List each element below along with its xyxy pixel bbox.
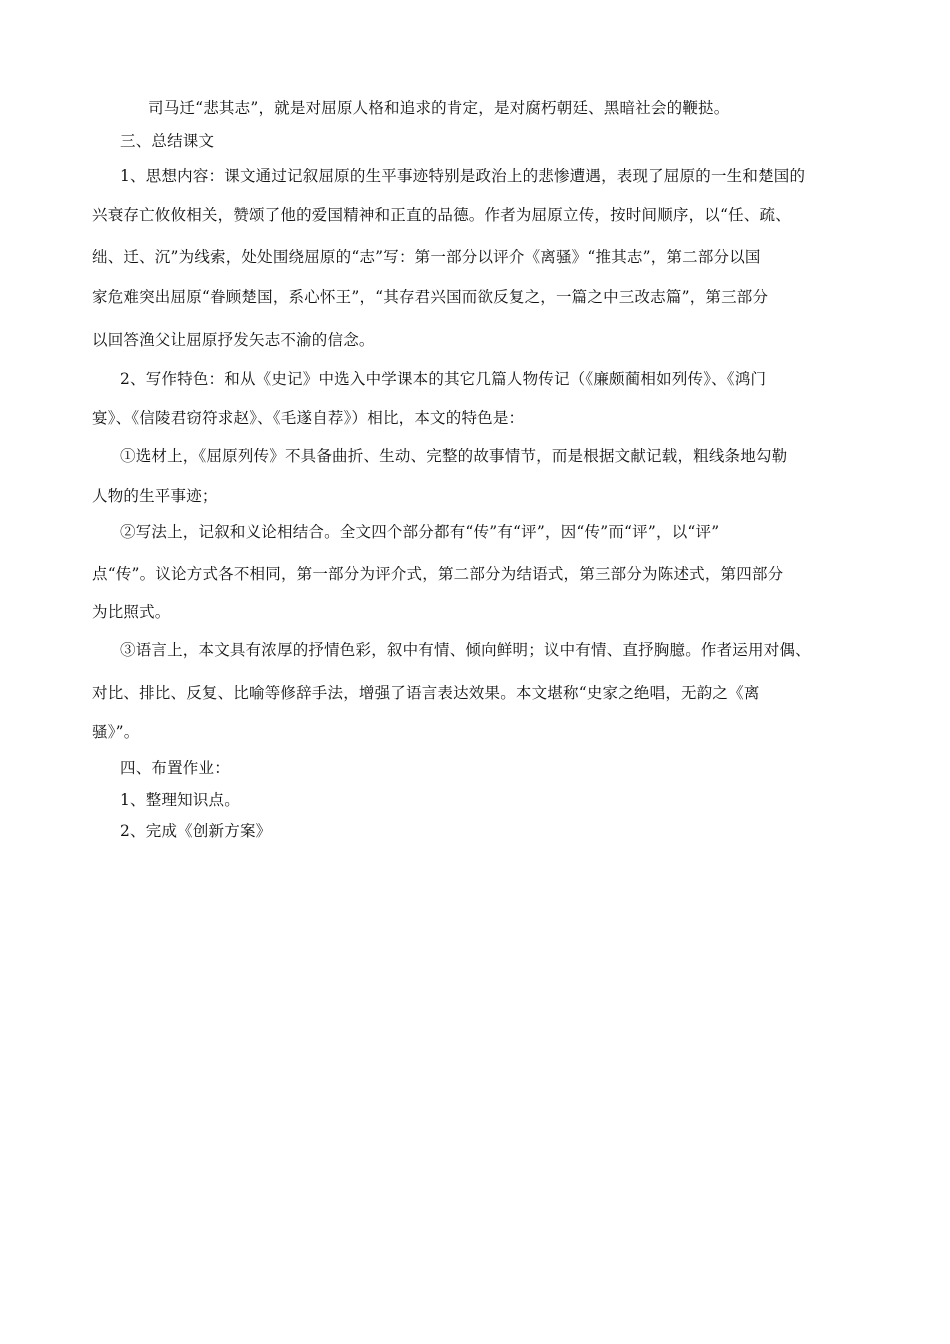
text-line: 宴》、《信陵君窃符求赵》、《毛遂自荐》）相比，本文的特色是：	[92, 409, 525, 427]
text-line: 1、思想内容：课文通过记叙屈原的生平事迹特别是政治上的悲惨遭遇，表现了屈原的一生和楚国的	[120, 167, 806, 185]
text-line: 点“传”。议论方式各不相同，第一部分为评介式，第二部分为结语式，第三部分为陈述式，第四部分	[92, 565, 784, 583]
list-item: 1、整理知识点。	[120, 791, 240, 809]
text-line: 兴衰存亡攸攸相关，赞颂了他的爱国精神和正直的品德。作者为屈原立传，按时间顺序，以“任、疏、	[92, 206, 791, 224]
section-4-heading: 四、布置作业：	[120, 759, 230, 777]
text-line: 2、写作特色：和从《史记》中选入中学课本的其它几篇人物传记（《廉颇蔺相如列传》、《鸿门	[120, 370, 767, 388]
text-line: ③语言上，本文具有浓厚的抒情色彩，叙中有情、倾向鲜明；议中有情、直抒胸臆。作者运用对偶、	[120, 641, 811, 659]
text-line: 骚》”。	[92, 723, 140, 741]
text-line: 家危难突出屈原“眷顾楚国，系心怀王”，“其存君兴国而欲反复之，一篇之中三改志篇”，第三部分	[92, 288, 769, 306]
text-line: ②写法上，记叙和义论相结合。全文四个部分都有“传”有“评”，因“传”而“评”，以“评”	[120, 523, 720, 541]
list-item: 2、完成《创新方案》	[120, 822, 272, 840]
text-line: 绌、迁、沉”为线索，处处围绕屈原的“志”写：第一部分以评介《离骚》“推其志”，第二部分以国	[92, 248, 761, 266]
text-line: ①选材上，《屈原列传》不具备曲折、生动、完整的故事情节，而是根据文献记载，粗线条地勾勒	[120, 447, 788, 465]
section-3-heading: 三、总结课文	[120, 132, 215, 150]
text-line: 以回答渔父让屈原抒发矢志不渝的信念。	[92, 331, 375, 349]
text-line: 为比照式。	[92, 603, 171, 621]
intro-line: 司马迁“悲其志”，就是对屈原人格和追求的肯定，是对腐朽朝廷、黑暗社会的鞭挞。	[148, 99, 730, 117]
text-line: 人物的生平事迹；	[92, 487, 218, 505]
text-line: 对比、排比、反复、比喻等修辞手法，增强了语言表达效果。本文堪称“史家之绝唱，无韵之《离	[92, 684, 760, 702]
